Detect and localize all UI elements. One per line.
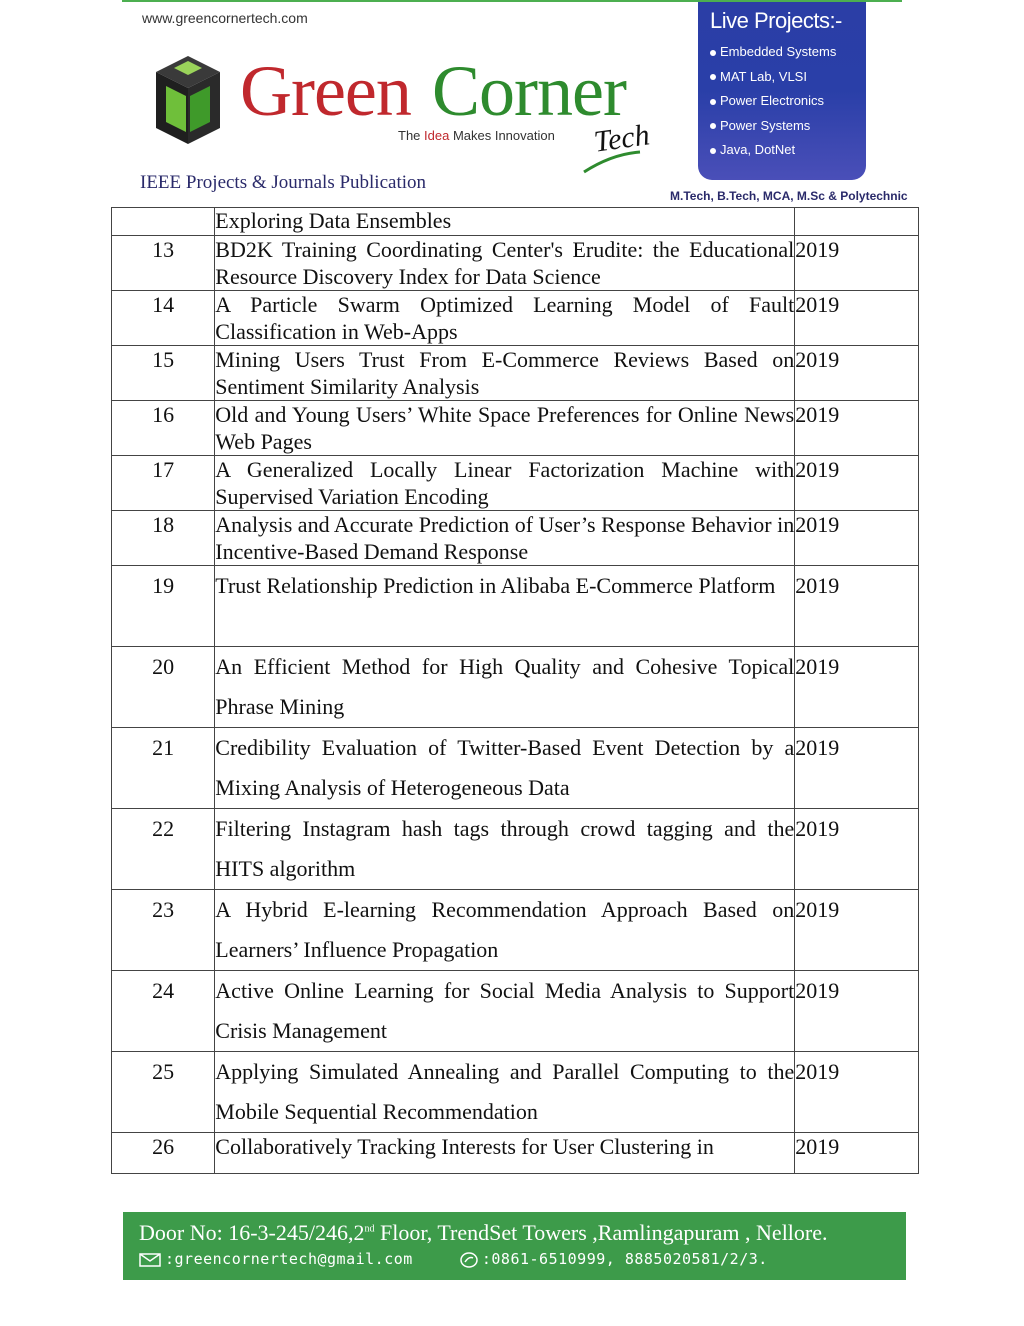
live-project-item: Java, DotNet [710,138,866,163]
row-number: 26 [112,1133,215,1174]
row-number: 21 [112,728,215,809]
table-row [112,208,919,236]
table-row [112,511,919,566]
live-project-item: Power Electronics [710,89,866,114]
footer-address: Door No: 16-3-245/246,2nd Floor, TrendSet Towers ,Ramlingapuram , Nellore. [139,1220,828,1245]
table-row [112,236,919,291]
table-row [112,971,919,1052]
row-number: 23 [112,890,215,971]
brand-tagline: The Idea Makes Innovation [398,128,555,143]
brand-tech-word: Tech [591,118,652,159]
bullet-icon [710,74,716,80]
row-number [112,208,215,236]
live-project-item: Power Systems [710,114,866,139]
mail-icon [139,1253,161,1267]
project-title: A Generalized Locally Linear Factorization Machine with Supervised Variation Encoding [215,457,795,509]
row-number: 15 [112,346,215,401]
project-year: 2019 [795,1133,919,1174]
table-row [112,401,919,456]
project-year: 2019 [795,511,919,566]
project-title: Credibility Evaluation of Twitter-Based Event Detection by a Mixing Analysis of Heterogeneous Data [215,728,795,809]
project-year: 2019 [795,890,919,971]
table-row [112,1133,919,1174]
table-row [112,456,919,511]
site-url[interactable]: www.greencornertech.com [142,10,308,26]
project-year: 2019 [795,236,919,291]
project-year: 2019 [795,647,919,728]
bullet-icon [710,123,716,129]
project-title: BD2K Training Coordinating Center's Erudite: the Educational Resource Discovery Index for Data Science [215,237,795,289]
project-title: Applying Simulated Annealing and Parallel Computing to the Mobile Sequential Recommendation [215,1052,795,1133]
table-row [112,647,919,728]
bullet-icon [710,50,716,56]
project-year [795,208,919,236]
row-number: 14 [112,291,215,346]
tech-swoosh-icon [582,150,642,174]
row-number: 17 [112,456,215,511]
row-number: 18 [112,511,215,566]
project-title: A Particle Swarm Optimized Learning Model of Fault Classification in Web-Apps [215,292,795,344]
project-year: 2019 [795,809,919,890]
row-number: 13 [112,236,215,291]
footer-phone[interactable]: :0861-6510999, 8885020581/2/3. [481,1250,768,1268]
project-year: 2019 [795,1052,919,1133]
project-year: 2019 [795,456,919,511]
table-row [112,728,919,809]
project-title: Analysis and Accurate Prediction of User’s Response Behavior in Incentive-Based Demand Response [215,512,795,564]
table-row [112,566,919,647]
brand-name-corner: Corner [432,51,626,131]
project-year: 2019 [795,291,919,346]
row-number: 20 [112,647,215,728]
project-title: An Efficient Method for High Quality and Cohesive Topical Phrase Mining [215,647,795,728]
contact-footer [123,1212,906,1280]
company-logo-icon [152,52,224,148]
project-year: 2019 [795,566,919,647]
footer-email[interactable]: :greencornertech@gmail.com [165,1250,413,1268]
project-title: Exploring Data Ensembles [215,208,795,236]
project-year: 2019 [795,401,919,456]
projects-table [111,207,919,1174]
row-number: 22 [112,809,215,890]
project-title: A Hybrid E-learning Recommendation Approach Based on Learners’ Influence Propagation [215,890,795,971]
bullet-icon [710,148,716,154]
live-projects-panel [698,2,866,180]
project-title: Old and Young Users’ White Space Preferences for Online News Web Pages [215,402,795,454]
project-title: Collaboratively Tracking Interests for User Clustering in [215,1133,795,1174]
project-year: 2019 [795,971,919,1052]
table-row [112,346,919,401]
ieee-publication-text: IEEE Projects & Journals Publication [140,172,427,193]
bullet-icon [710,99,716,105]
project-title: Active Online Learning for Social Media Analysis to Support Crisis Management [215,971,795,1052]
table-row [112,291,919,346]
row-number: 24 [112,971,215,1052]
row-number: 25 [112,1052,215,1133]
table-row [112,809,919,890]
project-title: Mining Users Trust From E-Commerce Reviews Based on Sentiment Similarity Analysis [215,347,795,399]
table-row [112,890,919,971]
project-title: Filtering Instagram hash tags through crowd tagging and the HITS algorithm [215,809,795,890]
degree-courses-line: M.Tech, B.Tech, MCA, M.Sc & Polytechnic [670,189,908,203]
table-row [112,1052,919,1133]
project-title: Trust Relationship Prediction in Alibaba E-Commerce Platform [215,566,795,647]
phone-icon [460,1252,478,1268]
brand-name-green: Green [240,51,411,131]
project-year: 2019 [795,728,919,809]
live-project-item: Embedded Systems [710,40,866,65]
project-year: 2019 [795,346,919,401]
live-project-item: MAT Lab, VLSI [710,65,866,90]
row-number: 19 [112,566,215,647]
row-number: 16 [112,401,215,456]
footer-contact-line [139,1250,906,1268]
live-projects-title: Live Projects:- [710,8,842,33]
